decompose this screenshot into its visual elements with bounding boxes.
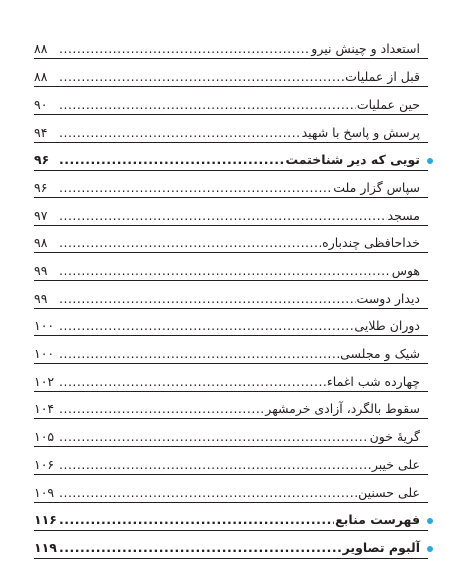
dot-leader [59,318,353,334]
dot-leader [59,97,356,113]
toc-entry-title: چهارده شب اغماء [326,374,420,389]
toc-entry [34,252,420,279]
toc-entry-title: قبل از عملیات [345,69,420,84]
toc-entry [34,474,420,501]
dot-leader [59,152,285,168]
toc-entry-title: سپاس گزار ملت [333,180,420,195]
toc-section-heading [34,141,420,168]
section-bullet-icon [427,518,433,524]
toc-entry [34,335,420,362]
dot-leader [59,374,326,390]
toc-entry-page: ۹۸ [34,235,48,250]
toc-entry-page: ۹۹ [34,291,48,306]
toc-entry-title: هوس [391,263,420,278]
dot-leader [59,401,264,417]
dot-leader [59,485,357,501]
dot-leader [59,346,339,362]
dot-leader [59,512,334,528]
toc-entry-page: ۹۶ [34,180,48,195]
toc-entry-page: ۱۰۶ [34,457,55,472]
toc-entry-page: ۹۰ [34,97,48,112]
toc-entry-title: دیدار دوست [356,291,420,306]
toc-entry-page: ۹۹ [34,263,48,278]
toc-entry-title: خداحافظی چندباره [322,235,420,250]
toc-entry [34,114,420,141]
toc-section-title: آلبوم تصاویر [342,540,420,555]
dot-leader [59,125,301,141]
toc-entry-page: ۱۰۴ [34,401,55,416]
toc-entry-title: پرسش و پاسخ با شهید [301,125,420,140]
toc-section-heading [34,529,420,556]
toc-entry-page: ۱۰۵ [34,429,55,444]
toc-entry [34,446,420,473]
toc-section-heading [34,501,420,528]
dot-leader [59,291,356,307]
toc-entry-title: حین عملیات [356,97,420,112]
toc-entry [34,390,420,417]
toc-entry-page: ۹۷ [34,208,48,223]
dot-leader [59,208,387,224]
toc-entry-page: ۹۴ [34,125,48,140]
dot-leader [59,41,310,57]
dot-leader [59,429,369,445]
toc-entry-title: دوران طلایی [354,318,420,333]
toc-entry [34,280,420,307]
toc-entry-title: مسجد [387,208,420,223]
toc-entry-page: ۸۸ [34,69,48,84]
section-bullet-icon [427,546,433,552]
toc-entry-page: ۱۰۰ [34,346,55,361]
toc-entry-title: گریهٔ خون [369,429,420,444]
toc-entry-title: استعداد و چینش نیرو [311,41,420,56]
dot-leader [59,69,344,85]
toc-section-page: ۱۱۹ [34,540,57,555]
entry-divider [34,558,428,559]
toc-entry-page: ۱۰۹ [34,485,55,500]
toc-entry [34,86,420,113]
toc-section-page: ۹۶ [34,152,50,167]
toc-entry [34,307,420,334]
toc-entry-page: ۸۸ [34,41,48,56]
toc-entry [34,58,420,85]
toc-entry [34,197,420,224]
toc-entry [34,363,420,390]
dot-leader [59,540,342,556]
dot-leader [59,263,391,279]
dot-leader [59,180,332,196]
toc-section-page: ۱۱۶ [34,512,57,527]
toc-entry-title: سقوط بالگرد، آزادی خرمشهر [265,401,420,416]
toc-entry-page: ۱۰۰ [34,318,55,333]
toc-entry [34,169,420,196]
section-bullet-icon [427,158,433,164]
toc-entry [34,418,420,445]
toc-entry [34,30,420,57]
toc-section-title: فهرست منابع [335,512,420,527]
toc-entry-title: علی حسنین [358,485,420,500]
dot-leader [59,235,321,251]
toc-entry-title: شیک و مجلسی [340,346,420,361]
toc-section-title: تویی که دیر شناختمت [285,152,420,167]
toc-entry-title: علی خیبر [371,457,420,472]
toc-entry-page: ۱۰۲ [34,374,55,389]
toc-entry [34,224,420,251]
dot-leader [59,457,371,473]
